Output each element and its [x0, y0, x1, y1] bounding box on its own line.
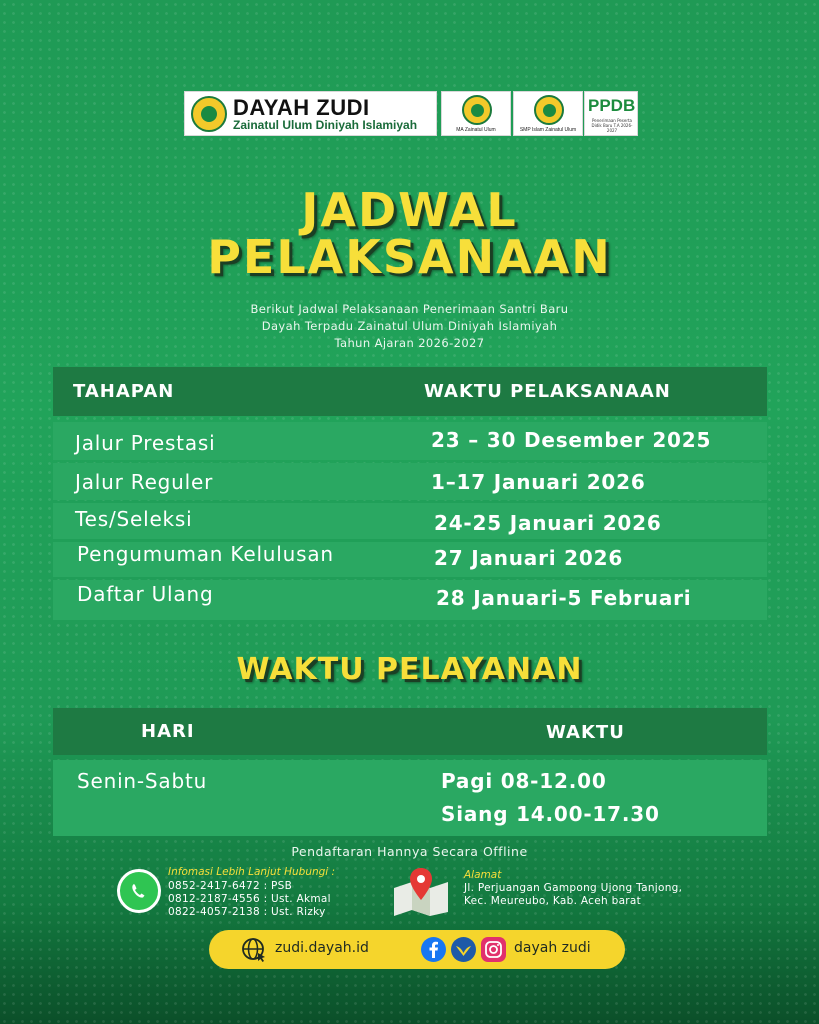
ppdb-caption: Penerimaan Peserta Didik Baru T.A 2026-2027: [591, 118, 633, 133]
ppdb-logo: [584, 91, 638, 136]
crest-icon: [191, 96, 227, 132]
col-day: HARI: [141, 721, 195, 742]
address-line-2: Kec. Meureubo, Kab. Aceh barat: [464, 895, 642, 907]
day-cell: Senin-Sabtu: [77, 769, 208, 793]
contact-line[interactable]: 0822-4057-2138 : Ust. Rizky: [168, 906, 326, 918]
contact-line[interactable]: 0812-2187-4556 : Ust. Akmal: [168, 893, 331, 905]
time-cell: 27 Januari 2026: [434, 546, 624, 570]
time-cell: 1–17 Januari 2026: [431, 470, 646, 494]
logo-subtitle: Zainatul Ulum Diniyah Islamiyah: [233, 118, 418, 132]
footer-bar: [209, 930, 625, 969]
col-stage: TAHAPAN: [73, 381, 175, 402]
logo-title: DAYAH ZUDI: [233, 95, 370, 120]
instagram-icon[interactable]: [481, 937, 506, 962]
title-line-2: PELAKSANAAN: [207, 230, 612, 284]
table-row: [53, 422, 767, 460]
col-time: WAKTU PELAKSANAAN: [424, 381, 671, 402]
service-title: WAKTU PELAYANAN: [236, 652, 583, 687]
dayah-zudi-logo: [184, 91, 437, 136]
time-morning: Pagi 08-12.00: [441, 769, 607, 793]
contact-line[interactable]: 0852-2417-6472 : PSB: [168, 880, 293, 892]
service-row: [53, 760, 767, 836]
intro-text: [0, 301, 819, 352]
intro-line-2: Dayah Terpadu Zainatul Ulum Diniyah Islamiyah: [261, 319, 558, 333]
ma-logo: [441, 91, 511, 136]
bird-icon[interactable]: [451, 937, 476, 962]
address-line-1: Jl. Perjuangan Gampong Ujong Tanjong,: [464, 882, 683, 894]
schedule-header: [53, 367, 767, 416]
service-header: [53, 708, 767, 755]
stage-cell: Jalur Prestasi: [75, 431, 216, 455]
smp-logo: [513, 91, 583, 136]
intro-line-3: Tahun Ajaran 2026-2027: [334, 336, 485, 350]
time-cell: 28 Januari-5 Februari: [436, 586, 692, 610]
ma-logo-caption: MA Zainatul Ulum: [456, 127, 496, 133]
crest-icon: [534, 95, 564, 125]
globe-icon: [241, 937, 267, 963]
col-service-time: WAKTU: [546, 722, 625, 743]
title-line-1: JADWAL: [301, 183, 518, 237]
table-row: [53, 503, 767, 539]
table-row: [53, 542, 767, 577]
address-title: Alamat: [464, 869, 502, 881]
ppdb-text: PPDB: [588, 96, 636, 115]
stage-cell: Tes/Seleksi: [75, 507, 193, 531]
contact-title: Infomasi Lebih Lanjut Hubungi :: [168, 866, 336, 878]
time-afternoon: Siang 14.00-17.30: [441, 802, 660, 826]
website-link[interactable]: zudi.dayah.id: [275, 940, 369, 956]
stage-cell: Pengumuman Kelulusan: [77, 542, 334, 566]
time-cell: 23 – 30 Desember 2025: [431, 428, 712, 452]
intro-line-1: Berikut Jadwal Pelaksanaan Penerimaan Santri Baru: [250, 302, 569, 316]
offline-note: Pendaftaran Hannya Secara Offline: [291, 844, 528, 859]
whatsapp-icon: [117, 869, 161, 913]
time-cell: 24-25 Januari 2026: [434, 511, 662, 535]
stage-cell: Jalur Reguler: [75, 470, 214, 494]
table-row: [53, 580, 767, 620]
smp-logo-caption: SMP Islam Zainatul Ulum: [519, 127, 577, 133]
crest-icon: [462, 95, 492, 125]
table-row: [53, 463, 767, 500]
social-handle[interactable]: dayah zudi: [514, 940, 591, 956]
map-pin-icon: [390, 866, 452, 916]
facebook-icon[interactable]: [421, 937, 446, 962]
stage-cell: Daftar Ulang: [77, 582, 214, 606]
